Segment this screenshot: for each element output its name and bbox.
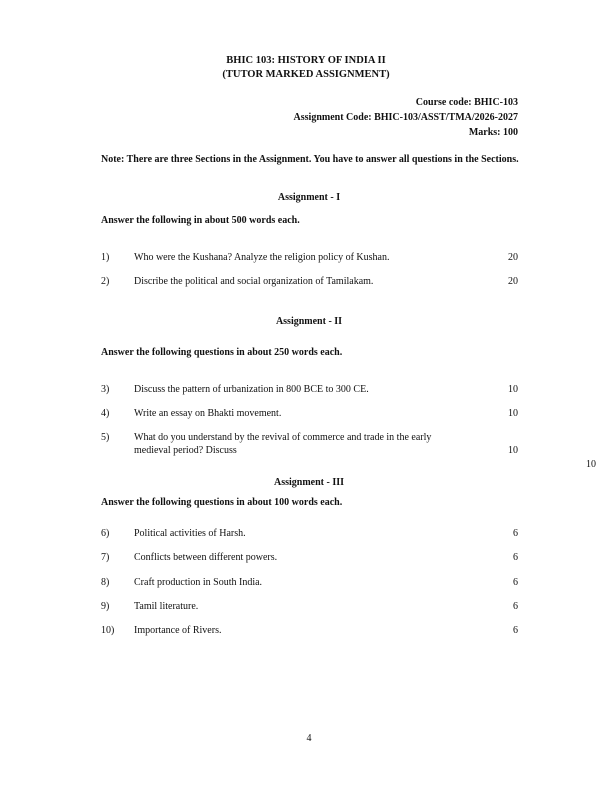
- section-instruction-2: Answer the following questions in about 250 words each.: [101, 347, 343, 358]
- question-marks: 6: [513, 528, 518, 539]
- question-number: 7): [101, 552, 110, 563]
- question-marks: 20: [508, 276, 518, 287]
- question-text: Political activities of Harsh.: [134, 528, 246, 539]
- document-subtitle: (TUTOR MARKED ASSIGNMENT): [222, 69, 390, 80]
- section-instruction-3: Answer the following questions in about 100 words each.: [101, 497, 343, 508]
- question-marks: 6: [513, 625, 518, 636]
- question-number: 4): [101, 408, 110, 419]
- question-marks: 10: [508, 384, 518, 395]
- question-text: Importance of Rivers.: [134, 625, 222, 636]
- question-marks: 6: [513, 601, 518, 612]
- stray-marks: 10: [586, 459, 596, 470]
- question-text: Write an essay on Bhakti movement.: [134, 408, 282, 419]
- document-title: BHIC 103: HISTORY OF INDIA II: [226, 55, 386, 66]
- page-number: 4: [306, 733, 312, 744]
- question-text: Craft production in South India.: [134, 577, 263, 588]
- question-text: Conflicts between different powers.: [134, 552, 278, 563]
- question-text: Tamil literature.: [134, 601, 199, 612]
- question-text-line-1: What do you understand by the revival of commerce and trade in the early: [134, 432, 432, 443]
- question-marks: 20: [508, 252, 518, 263]
- question-number: 9): [101, 601, 110, 612]
- question-marks: 10: [508, 408, 518, 419]
- total-marks: Marks: 100: [468, 127, 518, 138]
- section-title-1: Assignment - I: [277, 192, 341, 203]
- question-number: 3): [101, 384, 110, 395]
- assignment-code: Assignment Code: BHIC-103/ASST/TMA/2026-2027: [293, 112, 518, 123]
- question-number: 8): [101, 577, 110, 588]
- question-text: Discribe the political and social organization of Tamilakam.: [134, 276, 374, 287]
- instructions-note: Note: There are three Sections in the Assignment. You have to answer all questions in the Sections.: [101, 154, 519, 165]
- section-instruction-1: Answer the following in about 500 words each.: [101, 215, 300, 226]
- section-title-3: Assignment - III: [273, 477, 344, 488]
- question-marks: 6: [513, 552, 518, 563]
- question-text: Who were the Kushana? Analyze the religion policy of Kushan.: [134, 252, 390, 263]
- question-number: 2): [101, 276, 110, 287]
- question-marks: 10: [508, 445, 518, 456]
- question-number: 5): [101, 432, 110, 443]
- question-number: 1): [101, 252, 110, 263]
- question-number: 10): [101, 625, 115, 636]
- question-marks: 6: [513, 577, 518, 588]
- section-title-2: Assignment - II: [275, 316, 343, 327]
- course-code: Course code: BHIC-103: [415, 97, 518, 108]
- question-text-line-2: medieval period? Discuss: [134, 445, 237, 456]
- question-text: Discuss the pattern of urbanization in 800 BCE to 300 CE.: [134, 384, 369, 395]
- question-number: 6): [101, 528, 110, 539]
